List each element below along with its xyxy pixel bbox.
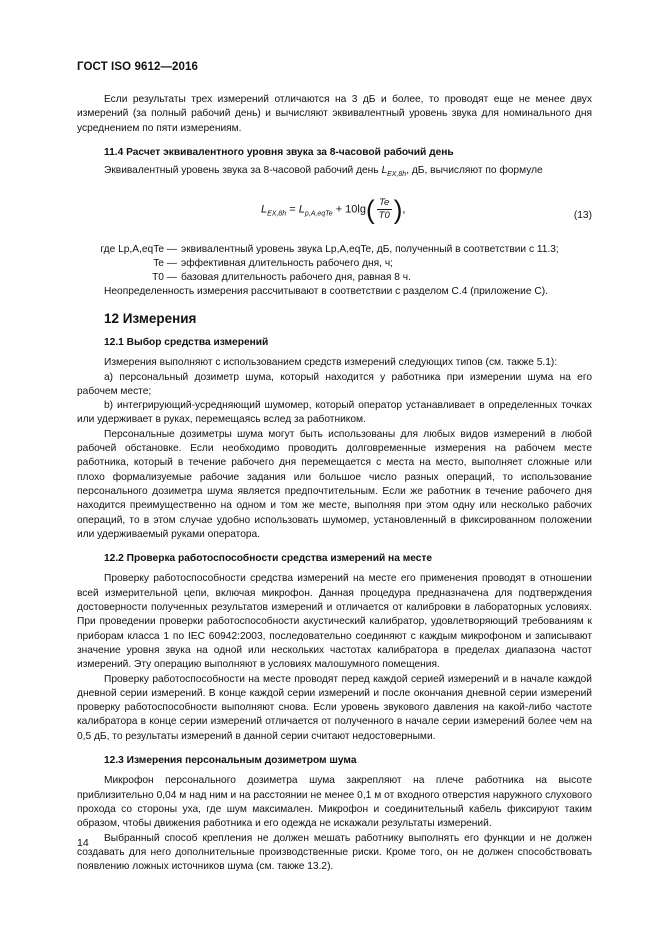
paragraph: Проверку работоспособности средства измерений на месте его применения проводят в отношении всей измерительной цепи, включая микрофон. Данная процедура предназначена для подтверждения достоверности полученных результатов измерений и отличается от калибровки в лабораторных условиях. При проведении проверки работоспособности акустический калибратор, удовлетворяющий требованиям к приборам класса 1 по IEC 60942:2003, последовательно соединяют с каждым микрофоном и записывают значение уровня звука на одной или нескольких частотах калибратора в пределах диапазона частот измерений. Эту операцию выполняют в условиях малошумного помещения.	[77, 573, 592, 671]
legend-row: где Lp,A,eqTe — эквивалентный уровень звука Lp,A,eqTe, дБ, полученный в соответствии с 11.3;	[100, 243, 559, 255]
page-content	[77, 93, 592, 874]
section-12-3-title: 12.3 Измерения персональным дозиметром шума	[104, 755, 357, 767]
section-12-1-title: 12.1 Выбор средства измерений	[104, 337, 269, 348]
section-11-4-lead: Эквивалентный уровень звука за 8-часовой рабочий день $L_{EX,8h}$, дБ, вычисляют по формуле	[104, 165, 543, 179]
section-12-title: 12 Измерения	[104, 310, 197, 326]
standard-header: ГОСТ ISO 9612—2016	[77, 61, 199, 73]
legend-row: Te — эффективная длительность рабочего дня, ч;	[153, 257, 393, 269]
formula-13	[77, 189, 592, 239]
section-11-4-title: 11.4 Расчет эквивалентного уровня звука за 8-часовой рабочий день	[104, 146, 454, 158]
formula-expression: $L_{EX,8h} = L_{p,A,eqTe} + 10\lg$( $\frac{Te}{T0}$ ),	[261, 193, 406, 224]
list-item-a: а) персональный дозиметр шума, который находится у работника при измерении шума на его рабочем месте;	[77, 371, 592, 397]
paragraph: Проверку работоспособности на месте проводят перед каждой серией измерений и в начале каждой дневной серии измерений. В конце каждой серии измерений и после окончания дневной серии измерений проверку работоспособности выполняют снова. Если уровень звукового давления на какой-либо частоте калибратора в конце серии измерений отличается от полученного в начале серии измерений более чем на 0,5 дБ, то результаты измерений в данной серии считают недостоверными.	[77, 673, 592, 742]
legend-row: T0 — базовая длительность рабочего дня, равная 8 ч.	[152, 272, 411, 284]
page-number: 14	[77, 837, 89, 849]
formula-fraction: $\frac{Te}{T0}$	[378, 196, 390, 221]
list-item-b: b) интегрирующий-усредняющий шумомер, который оператор устанавливает в определенных точках или удерживает в руках, перемещаясь вслед за работником.	[77, 400, 592, 426]
formula-legend	[77, 243, 592, 286]
paragraph: Выбранный способ крепления не должен мешать работнику выполнять его функции и не должен создавать для него дополнительные производственные риски. Кроме того, он не должен способствовать появлению ложных источников шума (см. также 13.2).	[77, 832, 592, 873]
paragraph: Измерения выполняют с использованием средств измерений следующих типов (см. также 5.1):	[104, 357, 558, 369]
paragraph: Персональные дозиметры шума могут быть использованы для любых видов измерений в любой рабочей обстановке. Если необходимо проводить долговременные измерения на рабочем месте работника, который в течение рабочего дня перемещается с места на место, выполняет сложные или плохо формализуемые рабочие задания или большое число разных операций, то использование персонального дозиметра шума является предпочтительным. Если же работник в течение рабочего дня находится преимущественно на одном и том же месте, выполняя при этом одну или несколько рабочих операций, то в этом случае удобно использовать шумомер, установленный в фиксированном положении или удерживаемый руками оператора.	[77, 428, 592, 540]
section-12-2-title: 12.2 Проверка работоспособности средства измерений на месте	[104, 553, 433, 565]
uncertainty-note: Неопределенность измерения рассчитывают в соответствии с разделом С.4 (приложение С).	[104, 286, 548, 298]
formula-number: (13)	[573, 209, 592, 221]
intro-paragraph: Если результаты трех измерений отличаются на 3 дБ и более, то проводят еще не менее двух измерений (за полный рабочий день) и вычисляют эквивалентный уровень звука для номинального дня усреднением по пяти измерениям.	[77, 94, 592, 134]
paragraph: Микрофон персонального дозиметра шума закрепляют на плече работника на высоте приблизительно 0,04 м над ним и на расстоянии не менее 0,1 м от входного отверстия наружного слухового прохода со стороны уха, где шум максимален. Микрофон и соединительный кабель фиксируют таким образом, чтобы движения работника и его одежда не искажали результаты измерений.	[77, 775, 592, 830]
